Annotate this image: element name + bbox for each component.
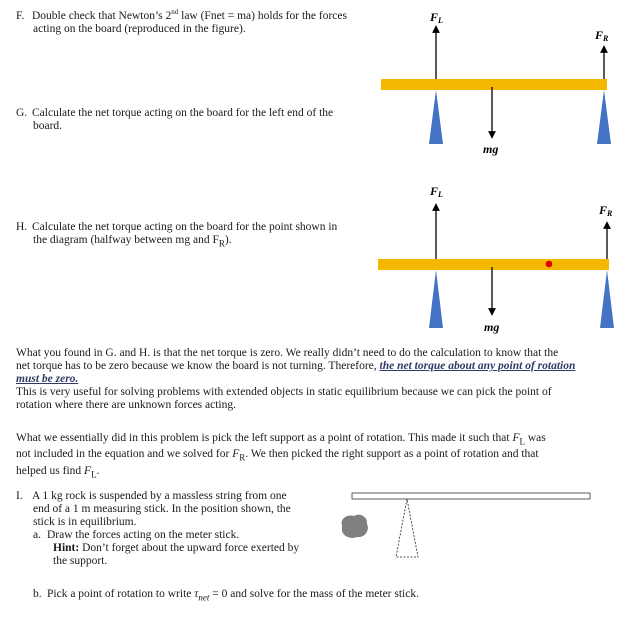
question-h-text2: the diagram (halfway between mg and F <box>33 234 219 246</box>
var-sub: R <box>239 452 246 463</box>
board-diagram-2 <box>376 175 623 340</box>
question-i-text: stick is in equilibrium. <box>33 516 137 528</box>
question-g-label: G. <box>16 107 28 119</box>
explanation-paragraph-1 <box>16 347 606 412</box>
question-ib <box>33 588 553 604</box>
left-support <box>429 270 443 328</box>
explanation-line: not included in the equation and we solved for <box>16 448 233 461</box>
fl-label: FL <box>430 184 443 199</box>
emphasis-text: the net torque about any point of rotation <box>379 360 576 372</box>
var-sub: L <box>519 436 525 447</box>
question-g-text2: board. <box>33 120 63 132</box>
left-support <box>429 90 443 144</box>
var-f: F <box>84 464 92 477</box>
support-triangle <box>396 499 418 557</box>
question-h <box>16 221 376 250</box>
var-f: F <box>232 448 240 461</box>
emphasis-text: must be zero. <box>16 373 79 385</box>
board <box>378 259 609 270</box>
question-f-sup: nd <box>171 8 179 16</box>
mg-label: mg <box>483 142 499 156</box>
rock-icon <box>342 515 368 538</box>
right-support <box>597 90 611 144</box>
question-ia-label: a. <box>33 529 41 541</box>
question-ib-text: Pick a point of rotation to write <box>47 588 195 600</box>
hint-label: Hint: <box>53 542 80 554</box>
tau-sub: net <box>198 592 210 603</box>
board <box>381 79 607 90</box>
explanation-line: What you found in G. and H. is that the net torque is zero. We really didn’t need to do the calculation to know that the <box>16 347 559 359</box>
tau-symbol: τ <box>194 588 199 600</box>
fr-label: FR <box>599 203 613 218</box>
question-f <box>16 6 376 36</box>
explanation-line: What we essentially did in this problem is pick the left support as a point of rotation. This made it such that <box>16 432 513 444</box>
question-i-label: I. <box>16 490 23 502</box>
explanation-line: net torque has to be zero because we know the board is not turning. Therefore, <box>16 360 380 372</box>
explanation-line: This is very useful for solving problems with extended objects in static equilibrium because we can pick the point of <box>16 386 552 398</box>
meter-stick-diagram <box>330 485 600 565</box>
question-f-text1: Double check that Newton’s 2 <box>32 9 172 22</box>
question-h-text1: Calculate the net torque acting on the board for the point shown in <box>32 221 338 233</box>
explanation-line: helped us find <box>16 464 85 477</box>
question-i <box>16 490 336 568</box>
explanation-line: . <box>96 464 100 477</box>
question-g-text1: Calculate the net torque acting on the board for the left end of the <box>32 107 334 119</box>
question-i-text: A 1 kg rock is suspended by a massless string from one <box>32 490 287 502</box>
question-g <box>16 107 376 133</box>
question-h-text2end: ). <box>224 234 232 246</box>
explanation-line: . We then picked the right support as a point of rotation and that <box>245 448 539 461</box>
board-diagram-1 <box>376 0 623 165</box>
question-ib-label: b. <box>33 588 42 600</box>
fr-label: FR <box>595 28 609 43</box>
hint-text: Don’t forget about the upward force exerted by <box>79 542 300 554</box>
question-h-label: H. <box>16 221 28 233</box>
right-support <box>600 270 614 328</box>
meter-stick <box>352 493 590 499</box>
fl-label: FL <box>430 10 443 25</box>
var-sub: L <box>91 468 97 479</box>
mg-label: mg <box>484 320 500 334</box>
question-ia-text: Draw the forces acting on the meter stick. <box>47 529 240 541</box>
question-f-text1b: law (Fnet = ma) holds for the forces <box>178 9 347 22</box>
question-i-text: end of a 1 m measuring stick. In the position shown, the <box>33 503 291 515</box>
explanation-paragraph-2 <box>16 432 606 481</box>
explanation-line: was <box>524 432 546 444</box>
question-ib-text: = 0 and solve for the mass of the meter stick. <box>209 588 419 600</box>
question-f-text2: acting on the board (reproduced in the figure). <box>33 22 246 35</box>
rotation-point-dot <box>546 261 553 268</box>
question-h-sub: R <box>218 238 225 249</box>
question-f-label: F. <box>16 9 25 22</box>
explanation-line: rotation where there are unknown forces acting. <box>16 399 237 411</box>
hint-text: the support. <box>53 555 108 567</box>
var-f: F <box>512 432 520 444</box>
